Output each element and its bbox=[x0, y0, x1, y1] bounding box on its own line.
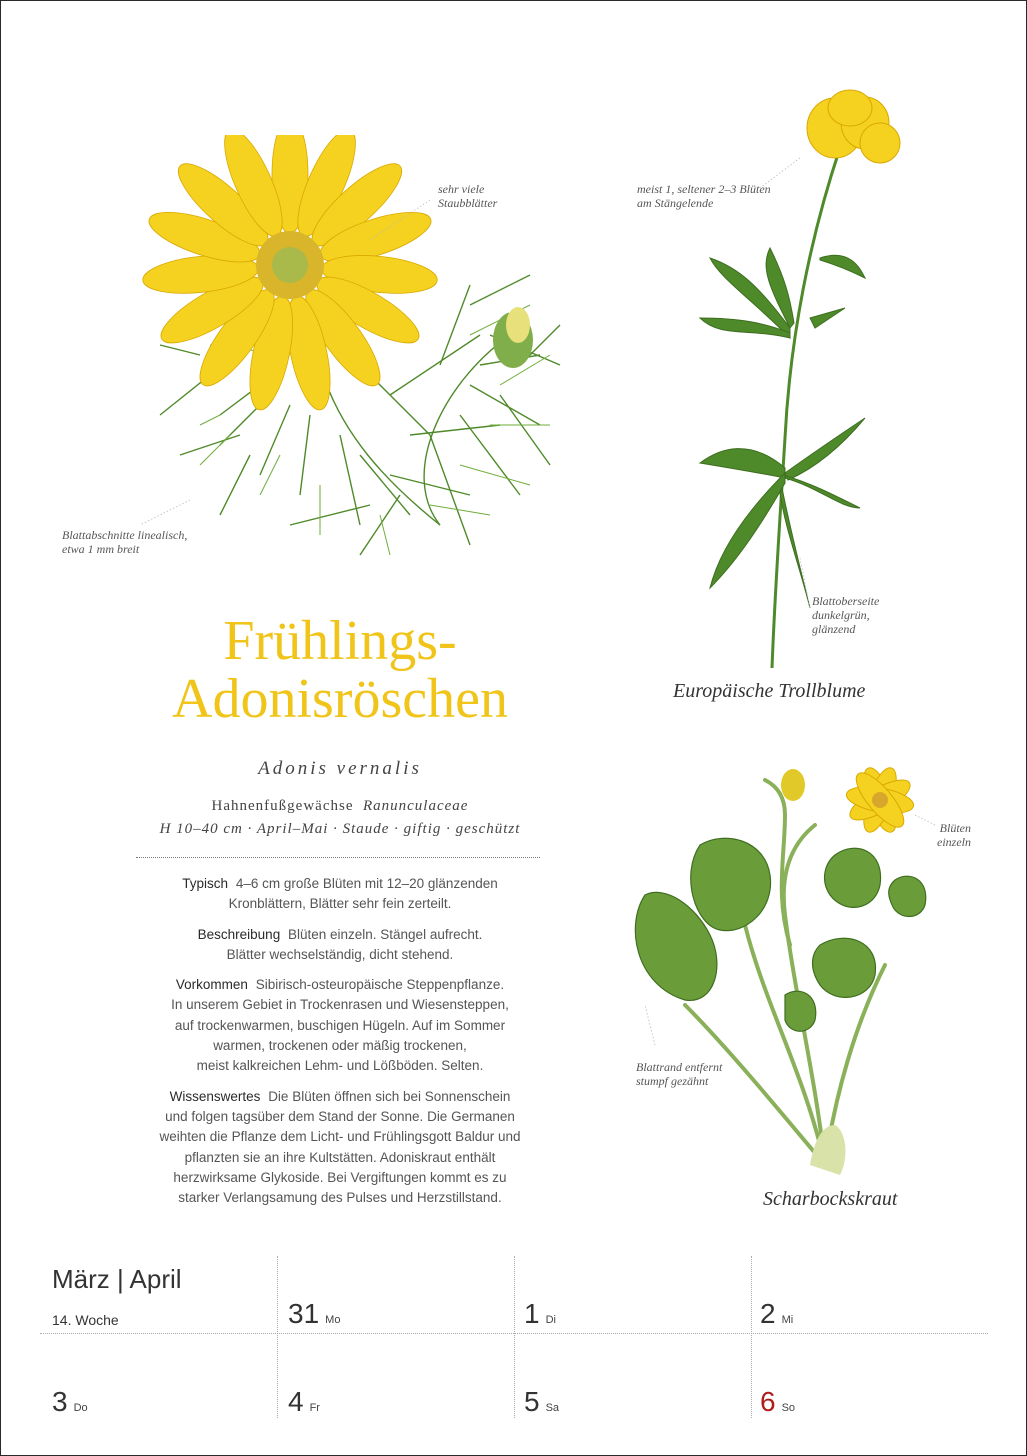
annotation-line: glänzend bbox=[812, 622, 856, 636]
text-line: herzwirksame Glykoside. Bei Vergiftungen kommt es zu bbox=[173, 1169, 507, 1185]
text-line: Kronblättern, Blätter sehr fein zerteilt. bbox=[228, 896, 452, 912]
title-line-2: Adonisröschen bbox=[172, 668, 508, 730]
calendar-divider bbox=[514, 1256, 515, 1418]
calendar-day[interactable] bbox=[288, 1298, 340, 1330]
page-title bbox=[120, 612, 560, 728]
annotation-line: einzeln bbox=[937, 835, 971, 849]
annotation-ficaria-leaf bbox=[636, 1060, 722, 1088]
calendar-day[interactable] bbox=[524, 1298, 556, 1330]
day-weekday: Mi bbox=[781, 1314, 794, 1326]
day-weekday: Sa bbox=[545, 1402, 560, 1414]
text-line: 4–6 cm große Blüten mit 12–20 glänzenden bbox=[235, 876, 498, 891]
text-line: Die Blüten öffnen sich bei Sonnenschein bbox=[268, 1088, 511, 1104]
text-line: In unserem Gebiet in Trockenrasen und Wiesensteppen, bbox=[171, 997, 509, 1013]
family-german: Hahnenfußgewächse bbox=[211, 798, 354, 814]
annotation-trollius-flower bbox=[637, 182, 771, 210]
dotted-divider bbox=[136, 857, 540, 858]
ficaria-illustration bbox=[625, 745, 945, 1185]
description-typisch bbox=[120, 874, 560, 915]
calendar-week: 14. Woche bbox=[52, 1312, 119, 1328]
annotation-line: Blüten bbox=[939, 821, 971, 835]
title-line-1: Frühlings- bbox=[223, 610, 457, 672]
text-line: pflanzten sie an ihre Kultstätten. Adoniskraut enthält bbox=[184, 1149, 496, 1165]
calendar-day[interactable] bbox=[288, 1386, 320, 1418]
latin-name: Adonis vernalis bbox=[258, 758, 422, 779]
text-line: meist kalkreichen Lehm- und Lößböden. Selten. bbox=[196, 1058, 484, 1074]
label-typisch: Typisch bbox=[182, 876, 229, 891]
label-wissenswertes: Wissenswertes bbox=[169, 1088, 261, 1104]
text-line: Blätter wechselständig, dicht stehend. bbox=[226, 946, 454, 962]
day-weekday: Mo bbox=[325, 1314, 341, 1326]
adonis-illustration bbox=[140, 135, 570, 585]
annotation-line: Blattoberseite bbox=[812, 594, 880, 608]
text-line: und folgen tagsüber dem Stand der Sonne. Die Germanen bbox=[165, 1108, 515, 1124]
family-latin: Ranunculaceae bbox=[362, 798, 469, 814]
annotation-trollius-leaf bbox=[812, 594, 879, 636]
day-weekday: So bbox=[781, 1402, 796, 1414]
description-beschreibung bbox=[120, 925, 560, 966]
description-wissenswertes bbox=[120, 1087, 560, 1209]
calendar-day[interactable] bbox=[524, 1386, 559, 1418]
description-block bbox=[120, 874, 560, 1218]
annotation-leaf-segments bbox=[62, 528, 187, 556]
text-line: Sibirisch-osteuropäische Steppenpflanze. bbox=[255, 977, 505, 993]
trollius-caption: Europäische Trollblume bbox=[673, 680, 866, 702]
annotation-line: Staubblätter bbox=[438, 196, 498, 210]
calendar-row-divider bbox=[40, 1333, 988, 1334]
text-line: weihten die Pflanze dem Licht- und Frühlingsgott Baldur und bbox=[159, 1129, 521, 1145]
description-vorkommen bbox=[120, 975, 560, 1076]
text-line: auf trockenwarmen, buschigen Hügeln. Auf im Sommer bbox=[174, 1017, 506, 1033]
trollius-illustration bbox=[690, 88, 920, 678]
ficaria-caption: Scharbockskraut bbox=[763, 1188, 898, 1210]
annotation-line: Blattrand entfernt bbox=[636, 1060, 723, 1074]
annotation-ficaria-flower bbox=[937, 821, 971, 849]
label-vorkommen: Vorkommen bbox=[175, 977, 248, 993]
calendar-day[interactable] bbox=[52, 1386, 88, 1418]
text-line: warmen, trockenen oder mäßig trockenen, bbox=[213, 1038, 467, 1054]
calendar-day[interactable] bbox=[760, 1298, 793, 1330]
plant-facts: H 10–40 cm · April–Mai · Staude · giftig · geschützt bbox=[159, 821, 521, 837]
plant-family bbox=[120, 798, 560, 815]
annotation-line: meist 1, seltener 2–3 Blüten bbox=[637, 182, 771, 196]
day-weekday: Fr bbox=[309, 1402, 320, 1414]
label-beschreibung: Beschreibung bbox=[197, 926, 281, 942]
annotation-line: Blattabschnitte linealisch, bbox=[62, 528, 188, 542]
annotation-line: stumpf gezähnt bbox=[636, 1074, 709, 1088]
calendar-divider bbox=[277, 1256, 278, 1418]
calendar-day-sunday[interactable] bbox=[760, 1386, 795, 1418]
day-number: 2 bbox=[760, 1298, 776, 1329]
text-line: Blüten einzeln. Stängel aufrecht. bbox=[287, 926, 483, 942]
annotation-stamens bbox=[438, 182, 497, 210]
annotation-line: dunkelgrün, bbox=[812, 608, 870, 622]
calendar-month: März | April bbox=[52, 1264, 182, 1294]
text-line: starker Verlangsamung des Pulses und Herzstillstand. bbox=[178, 1190, 502, 1206]
calendar-divider bbox=[751, 1256, 752, 1418]
day-number: 4 bbox=[288, 1386, 304, 1417]
day-weekday: Di bbox=[545, 1314, 556, 1326]
annotation-line: etwa 1 mm breit bbox=[62, 542, 140, 556]
day-number: 3 bbox=[52, 1386, 68, 1417]
annotation-line: am Stängelende bbox=[637, 196, 714, 210]
day-number: 6 bbox=[760, 1386, 776, 1417]
day-number: 5 bbox=[524, 1386, 540, 1417]
day-number: 31 bbox=[288, 1298, 320, 1329]
day-weekday: Do bbox=[73, 1402, 88, 1414]
day-number: 1 bbox=[524, 1298, 540, 1329]
annotation-line: sehr viele bbox=[438, 182, 485, 196]
